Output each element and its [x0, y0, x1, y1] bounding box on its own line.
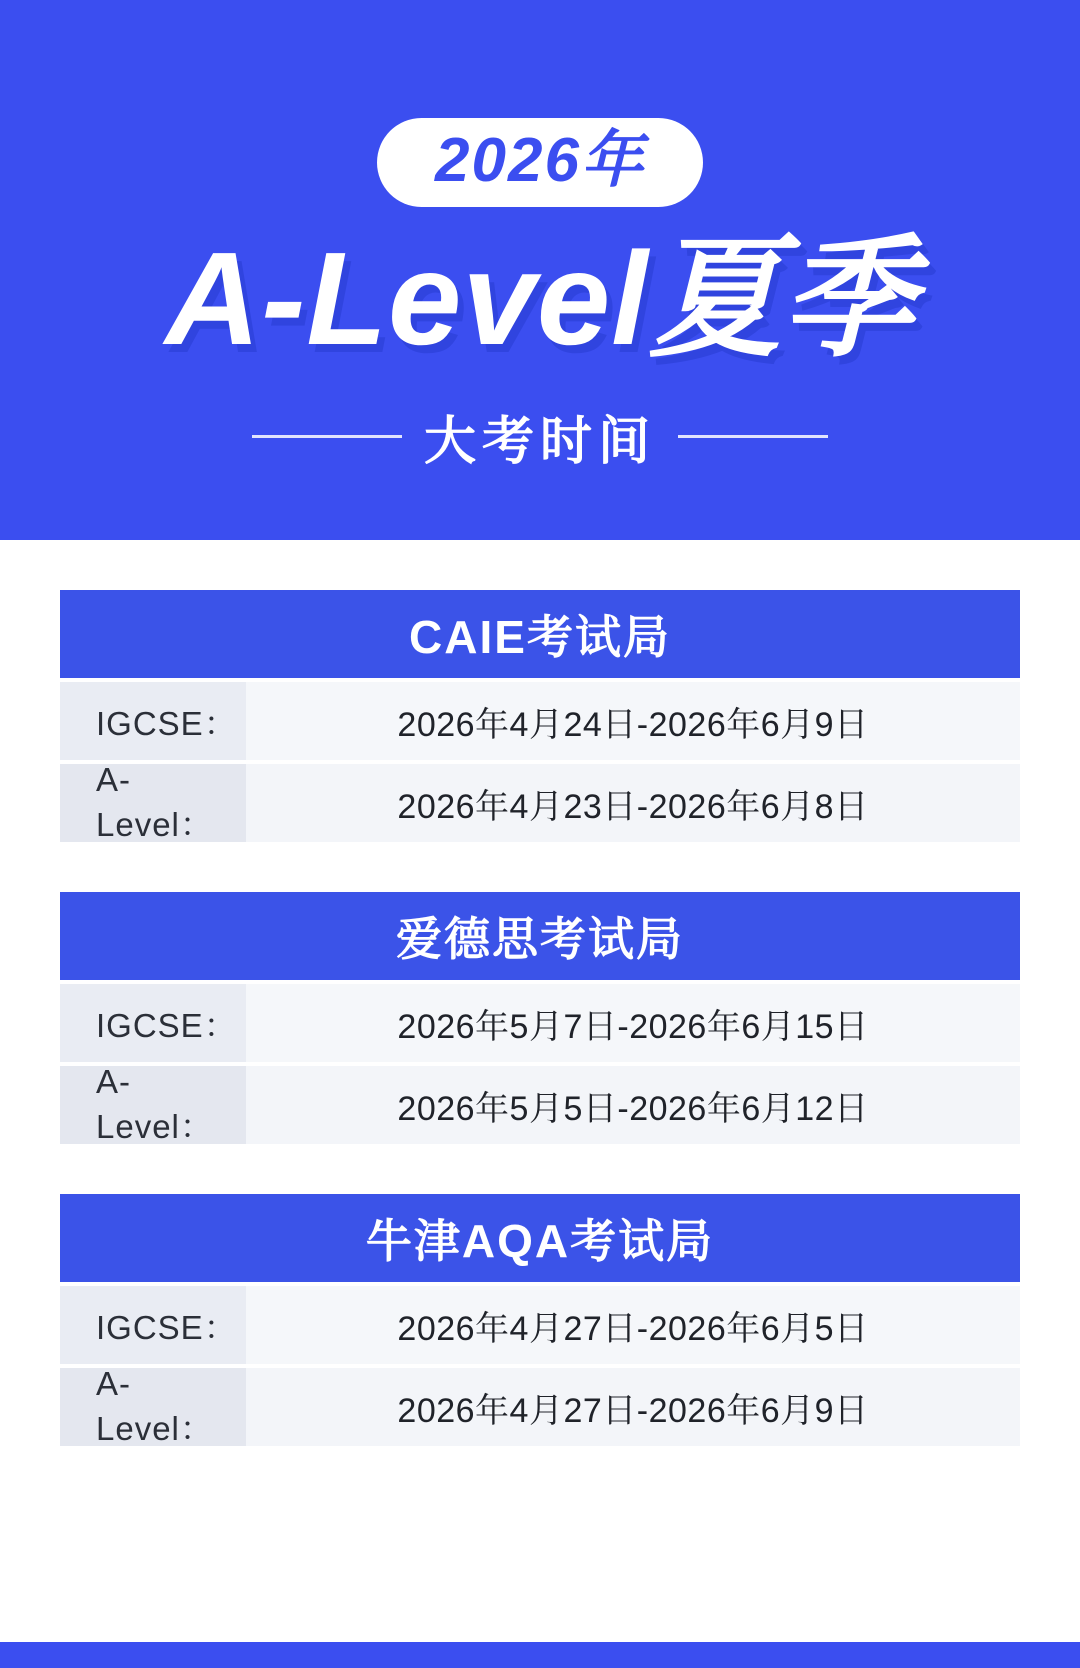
- row-value: 2026年5月5日-2026年6月12日: [246, 1066, 1020, 1144]
- bottom-accent-bar: [0, 1642, 1080, 1668]
- card-header: [60, 590, 1020, 678]
- row-value: 2026年5月7日-2026年6月15日: [246, 984, 1020, 1062]
- table-row: [60, 984, 1020, 1062]
- row-label: A-Level：: [60, 1368, 246, 1446]
- row-value: 2026年4月27日-2026年6月9日: [246, 1368, 1020, 1446]
- table-row: [60, 1286, 1020, 1364]
- row-value: 2026年4月24日-2026年6月9日: [246, 682, 1020, 760]
- row-label: A-Level：: [60, 1066, 246, 1144]
- table-row: [60, 760, 1020, 843]
- table-row: [60, 1364, 1020, 1447]
- row-label: IGCSE：: [60, 682, 246, 760]
- table-row: [60, 682, 1020, 760]
- divider-left: [252, 435, 402, 438]
- row-label: IGCSE：: [60, 984, 246, 1062]
- card-title: 爱德思考试局: [396, 913, 684, 965]
- page-title: A-Level夏季: [165, 225, 915, 373]
- row-label: IGCSE：: [60, 1286, 246, 1364]
- hero-content: [0, 0, 1080, 474]
- table-row: [60, 1062, 1020, 1145]
- page-subtitle: 大考时间: [423, 412, 656, 471]
- card-title: 牛津AQA考试局: [365, 1215, 715, 1267]
- year-badge: 2026年: [377, 118, 703, 207]
- exam-board-card: [60, 892, 1020, 1144]
- hero-banner: [0, 0, 1080, 540]
- row-value: 2026年4月23日-2026年6月8日: [246, 764, 1020, 842]
- exam-board-card: [60, 1194, 1020, 1446]
- card-header: [60, 892, 1020, 980]
- card-header: [60, 1194, 1020, 1282]
- exam-board-list: [0, 590, 1080, 1446]
- row-label: A-Level：: [60, 764, 246, 842]
- divider-right: [678, 435, 828, 438]
- subtitle-row: [0, 399, 1080, 474]
- exam-board-card: [60, 590, 1020, 842]
- card-title: CAIE考试局: [409, 611, 671, 663]
- row-value: 2026年4月27日-2026年6月5日: [246, 1286, 1020, 1364]
